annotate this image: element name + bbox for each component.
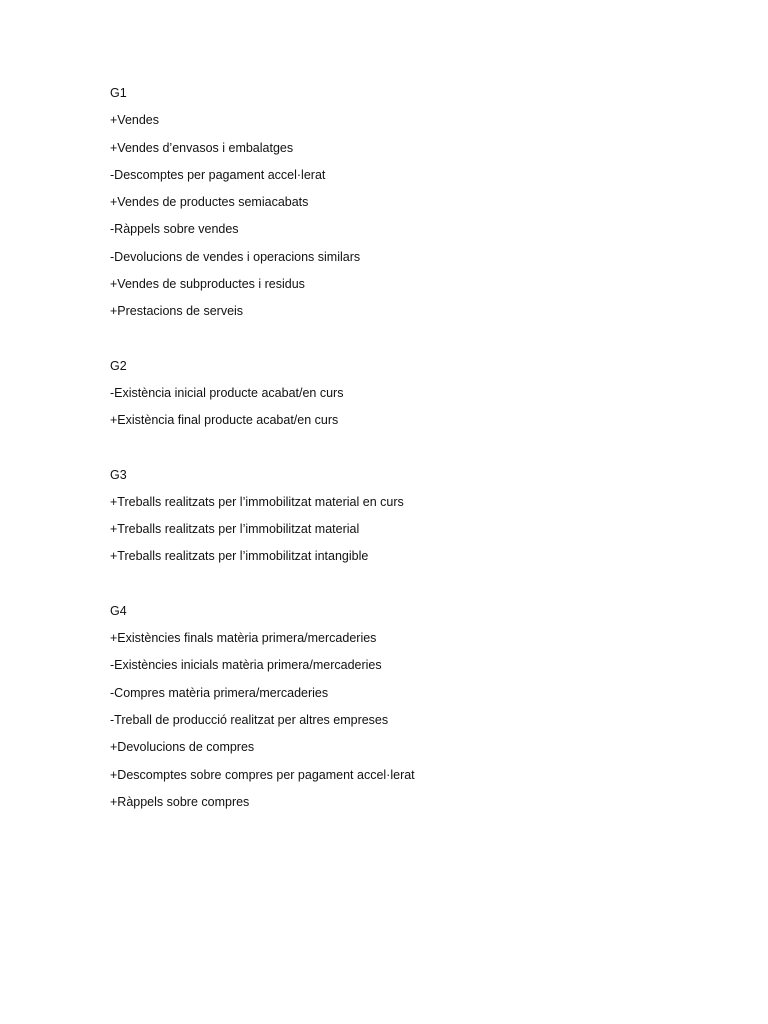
section-heading: G2	[110, 358, 127, 373]
list-item: -Descomptes per pagament accel·lerat	[110, 167, 326, 182]
list-item: -Existències inicials matèria primera/mercaderies	[110, 658, 382, 673]
list-item: +Treballs realitzats per l’immobilitzat material en curs	[110, 494, 404, 509]
document-page	[110, 84, 730, 847]
section-g3	[110, 466, 730, 575]
section-g1	[110, 84, 730, 330]
list-item: +Devolucions de compres	[110, 740, 255, 755]
section-g4	[110, 602, 730, 820]
list-item: +Ràppels sobre compres	[110, 794, 250, 809]
list-item: +Vendes de subproductes i residus	[110, 277, 305, 292]
list-item: +Vendes d’envasos i embalatges	[110, 140, 294, 155]
section-heading: G4	[110, 603, 127, 618]
list-item: -Ràppels sobre vendes	[110, 222, 239, 237]
list-item: -Existència inicial producte acabat/en curs	[110, 385, 344, 400]
section-heading: G3	[110, 467, 127, 482]
list-item: +Prestacions de serveis	[110, 304, 244, 319]
list-item: +Existència final producte acabat/en curs	[110, 413, 339, 428]
section-g2	[110, 357, 730, 439]
list-item: +Vendes de productes semiacabats	[110, 195, 309, 210]
list-item: -Devolucions de vendes i operacions similars	[110, 249, 361, 264]
list-item: +Descomptes sobre compres per pagament accel·lerat	[110, 767, 415, 782]
list-item: -Compres matèria primera/mercaderies	[110, 685, 329, 700]
list-item: +Treballs realitzats per l’immobilitzat material	[110, 522, 360, 537]
list-item: +Existències finals matèria primera/mercaderies	[110, 631, 377, 646]
list-item: -Treball de producció realitzat per altres empreses	[110, 712, 389, 727]
list-item: +Treballs realitzats per l’immobilitzat intangible	[110, 549, 369, 564]
list-item: +Vendes	[110, 113, 160, 128]
section-heading: G1	[110, 86, 127, 100]
